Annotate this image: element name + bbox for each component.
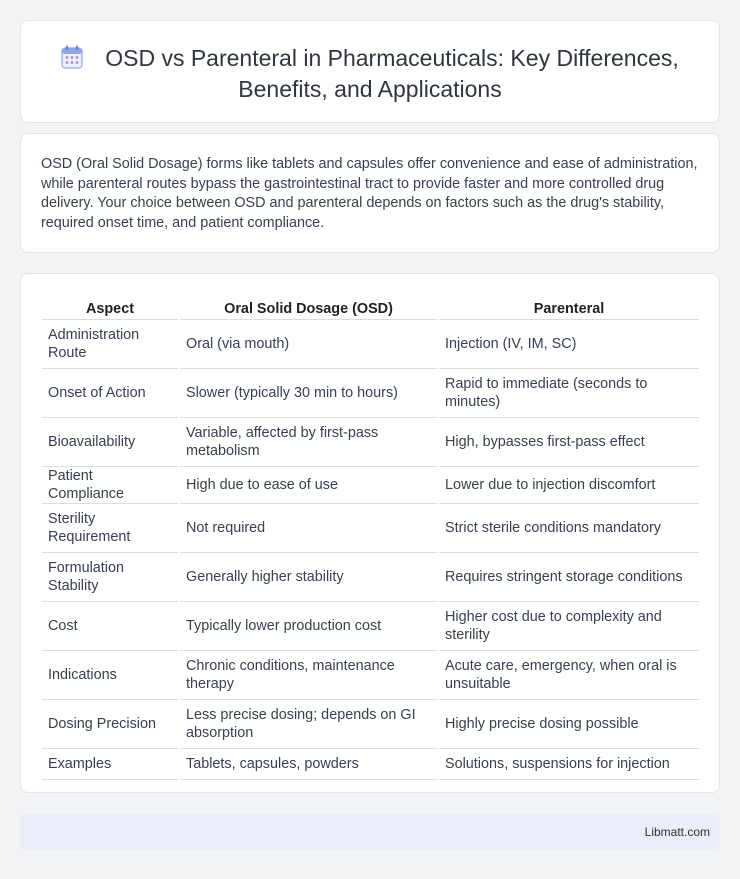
table-row: [42, 748, 699, 779]
cell-osd: High due to ease of use: [179, 466, 438, 503]
table-row: [42, 368, 699, 417]
cell-parenteral: Lower due to injection discomfort: [438, 466, 699, 503]
cell-aspect: Indications: [42, 650, 179, 699]
cell-parenteral: Rapid to immediate (seconds to minutes): [438, 368, 699, 417]
table-row: [42, 699, 699, 748]
header-osd: Oral Solid Dosage (OSD): [179, 294, 438, 319]
cell-aspect: Onset of Action: [42, 368, 179, 417]
cell-osd: Not required: [179, 503, 438, 552]
footer-brand[interactable]: Libmatt.com: [644, 825, 710, 839]
cell-parenteral: Requires stringent storage conditions: [438, 552, 699, 601]
table-row: [42, 417, 699, 466]
table-row: [42, 503, 699, 552]
cell-aspect: Administration Route: [42, 319, 179, 368]
header-aspect: Aspect: [42, 294, 179, 319]
comparison-table: [42, 294, 699, 780]
table-row: [42, 552, 699, 601]
cell-parenteral: Solutions, suspensions for injection: [438, 748, 699, 779]
cell-aspect: Examples: [42, 748, 179, 779]
cell-aspect: Patient Compliance: [42, 466, 179, 503]
intro-card: [20, 133, 720, 253]
intro-paragraph: OSD (Oral Solid Dosage) forms like tablets and capsules offer convenience and ease of administration, while parenteral routes bypass the gastrointestinal tract to provide faster and more controlled drug delivery. Your choice between OSD and parenteral depends on factors such as the drug's stability, required onset time, and patient compliance.: [41, 156, 698, 231]
cell-parenteral: Strict sterile conditions mandatory: [438, 503, 699, 552]
cell-aspect: Sterility Requirement: [42, 503, 179, 552]
cell-osd: Slower (typically 30 min to hours): [179, 368, 438, 417]
table-row: [42, 650, 699, 699]
cell-parenteral: Injection (IV, IM, SC): [438, 319, 699, 368]
cell-aspect: Cost: [42, 601, 179, 650]
cell-osd: Variable, affected by first-pass metabolism: [179, 417, 438, 466]
footer-bar: [20, 815, 720, 849]
calendar-icon: [61, 45, 83, 69]
page-title-text: OSD vs Parenteral in Pharmaceuticals: Key Differences, Benefits, and Applications: [105, 45, 679, 102]
cell-parenteral: High, bypasses first-pass effect: [438, 417, 699, 466]
table-row: [42, 601, 699, 650]
table-row: [42, 466, 699, 503]
cell-parenteral: Acute care, emergency, when oral is unsuitable: [438, 650, 699, 699]
cell-osd: Less precise dosing; depends on GI absorption: [179, 699, 438, 748]
cell-aspect: Dosing Precision: [42, 699, 179, 748]
cell-aspect: Formulation Stability: [42, 552, 179, 601]
cell-osd: Chronic conditions, maintenance therapy: [179, 650, 438, 699]
header-parenteral: Parenteral: [438, 294, 699, 319]
cell-osd: Generally higher stability: [179, 552, 438, 601]
page-title: [21, 43, 719, 105]
table-row: [42, 319, 699, 368]
cell-osd: Oral (via mouth): [179, 319, 438, 368]
cell-osd: Typically lower production cost: [179, 601, 438, 650]
table-header-row: [42, 294, 699, 319]
header-card: [20, 20, 720, 123]
cell-parenteral: Highly precise dosing possible: [438, 699, 699, 748]
comparison-card: [20, 273, 720, 793]
cell-aspect: Bioavailability: [42, 417, 179, 466]
cell-parenteral: Higher cost due to complexity and sterility: [438, 601, 699, 650]
cell-osd: Tablets, capsules, powders: [179, 748, 438, 779]
